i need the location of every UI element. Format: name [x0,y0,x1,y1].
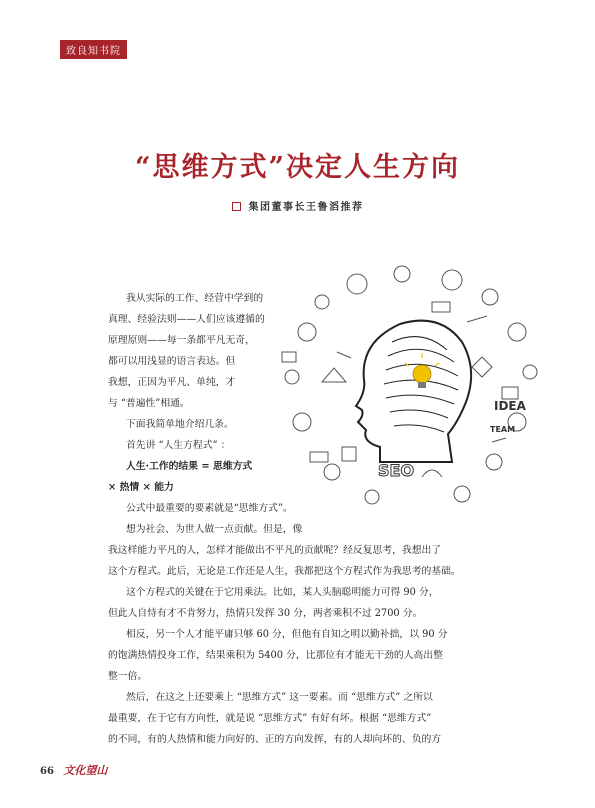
body-line: 的饱满热情投身工作，结果乘积为 5400 分，比那位有才能无干劲的人高出整 [108,650,443,661]
body-line: 整一倍。 [108,671,148,682]
body-line: 首先讲 “人生方程式” ： [126,440,231,451]
body-line: 我这样能力平凡的人，怎样才能做出不平凡的贡献呢？经反复思考，我想出了 [108,545,442,556]
body-line: 的不同，有的人热情和能力向好的、正的方向发挥，有的人却向坏的、负的方 [108,734,442,745]
lightbulb-icon [413,365,431,383]
body-line: 下面我简单地介绍几条。 [126,419,234,430]
body-line: 然后，在这之上还要乘上 “思维方式” 这一要素。而 “思维方式” 之所以 [126,692,433,703]
idea-doodle-text: IDEA [494,399,526,413]
formula-line: 人生·工作的结果 = 思维方式 [126,461,253,472]
team-doodle-text: TEAM [490,425,516,434]
byline-text: 集团董事长王鲁滔推荐 [248,202,364,213]
body-line: 都可以用浅显的语言表达。但 [108,356,236,367]
body-line: 最重要，在于它有方向性，就是说 “思维方式” 有好有坏。根据 “思维方式” [108,713,432,724]
body-line: 这个方程式的关键在于它用乘法。比如，某人头脑聪明能力可得 90 分， [126,587,439,598]
body-line: 但此人自恃有才不肯努力，热情只发挥 30 分，两者乘积不过 2700 分。 [108,608,423,619]
square-bullet-icon [232,202,241,211]
page-number: 66 [40,766,54,777]
formula-line: × 热情 × 能力 [108,482,174,493]
body-line: 想为社会、为世人做一点贡献。但是，像 [126,524,303,535]
body-line: 相反，另一个人才能平庸只够 60 分，但他有自知之明以勤补拙，以 90 分 [126,629,448,640]
body-line: 公式中最重要的要素就是“思维方式”。 [126,503,293,514]
body-line: 与 “普遍性”相通。 [108,398,190,409]
body-line: 我从实际的工作、经营中学到的 [126,293,264,304]
byline [0,198,595,213]
body-line: 原理原则——每一条都平凡无奇， [108,335,255,346]
section-tag: 致良知书院 [60,40,127,59]
body-line: 这个方程式。此后，无论是工作还是人生，我都把这个方程式作为我思考的基础。 [108,566,461,577]
body-line: 真理、经验法则——人们应该遵循的 [108,314,265,325]
page-footer [40,762,107,778]
article-title: “思维方式”决定人生方向 [134,152,461,183]
head-doodle-illustration [262,262,542,512]
magazine-logo: 文化望山 [63,764,108,777]
seo-doodle-text: SEO [378,461,415,480]
body-line: 我想，正因为平凡、单纯，才 [108,377,236,388]
